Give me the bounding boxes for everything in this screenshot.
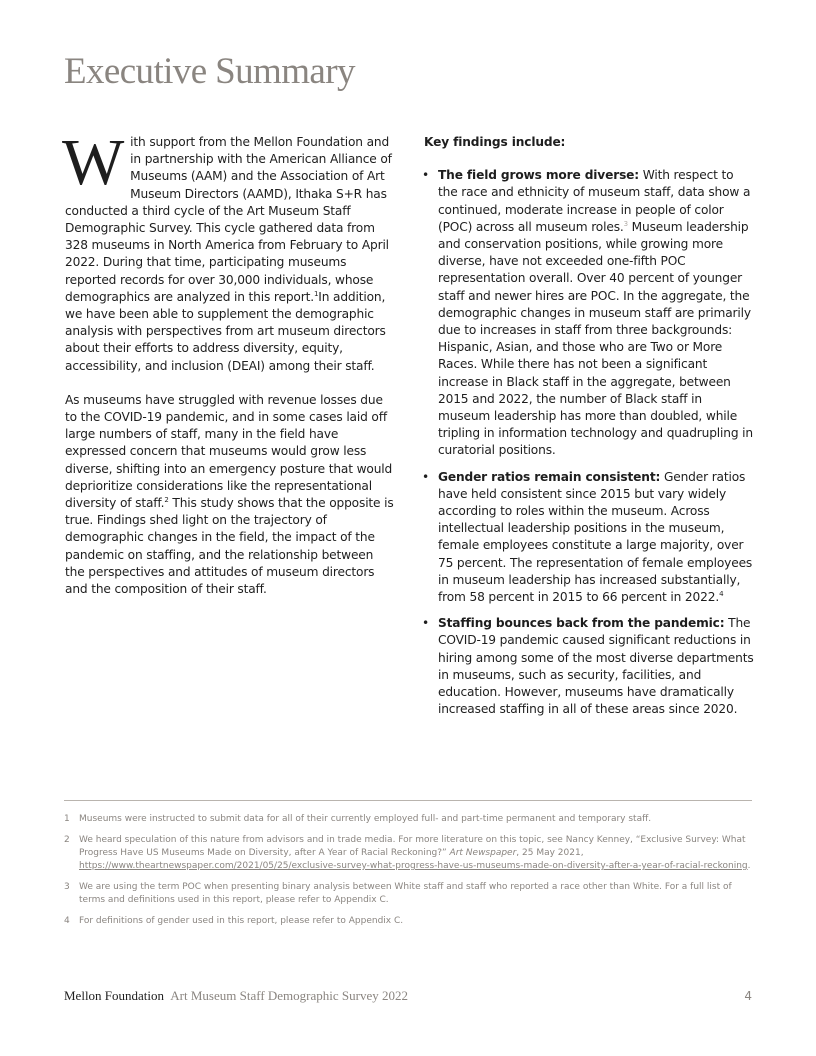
footnotes [64, 813, 754, 936]
finding-text: With respect to the race and ethnicity of museum staff, data show a continued, moderate increase in people of color (POC) across all museum roles. [438, 168, 751, 234]
footnote-text-part: We heard speculation of this nature from advisors and in trade media. For more literature on this topic, see Nancy Kenney, “Exclusive Survey: What Progress Have US Museums Made on Diversity, after A Year of Racial Reckoning?” [79, 835, 746, 858]
footnote-text: We are using the term POC when presenting binary analysis between White staff and staff who reported a race other than White. For a full list of terms and definitions used in this report, please refer to Appendix C. [79, 882, 732, 905]
footnote-number: 2 [64, 835, 70, 845]
intro-text-2a: As museums have struggled with revenue losses due to the COVID-19 pandemic, and in some cases laid off large numbers of staff, many in the field have expressed concern that museums would grow less diverse, shifting into an emergency posture that would deprioritize considerations like the representational diversity of staff. [65, 392, 393, 511]
bullet-icon: • [422, 469, 430, 484]
page-title: Executive Summary [64, 51, 355, 92]
finding-lead: Staffing bounces back from the pandemic: [438, 616, 725, 631]
page-number: 4 [744, 989, 752, 1003]
footnote-text-part: , 25 May 2021, [516, 848, 584, 858]
footnote-2 [64, 834, 754, 873]
intro-paragraph-2 [65, 392, 396, 598]
finding-item [424, 167, 756, 459]
footnote-text-part: . [747, 861, 751, 871]
finding-text: The COVID-19 pandemic caused significant reductions in hiring among some of the most diverse departments in museums, such as security, facilities, and education. However, museums have dramatically increased staffing in all of these areas since 2020. [438, 616, 754, 717]
finding-text: Gender ratios have held consistent since 2015 but vary widely according to roles within the museum. Across intellectual leadership positions in the museum, female employees constitute a large majority, over 75 percent. The representation of female employees in museum leadership has increased substantially, from 58 percent in 2015 to 66 percent in 2022. [438, 469, 753, 605]
finding-item [424, 469, 756, 607]
footer-org: Mellon Foundation [64, 988, 165, 1003]
footnote-number: 4 [64, 916, 70, 926]
finding-item [424, 615, 756, 718]
footnote-number: 3 [64, 882, 70, 892]
footnote-1 [64, 813, 754, 826]
footnote-text: Museums were instructed to submit data for all of their currently employed full- and part-time permanent and temporary staff. [79, 814, 652, 824]
footnote-number: 1 [64, 814, 70, 824]
page-footer [64, 988, 408, 1004]
finding-text-cont: Museum leadership and conservation positions, while growing more diverse, have not exceeded one-fifth POC representation overall. Over 40 percent of younger staff and newer hires are POC. In the aggregate, the demographic changes in museum staff are primarily due to increases in staff from three backgrounds: Hispanic, Asian, and those who are Two or More Races. While there has not been a significant increase in Black staff in the aggregate, between 2015 and 2022, the number of Black staff in museum leadership has more than doubled, while tripling in information technology and quadrupling in curatorial positions. [438, 219, 753, 458]
footnote-4 [64, 915, 754, 928]
footnote-source-title: Art Newspaper [449, 848, 517, 858]
finding-lead: Gender ratios remain consistent: [438, 469, 661, 484]
intro-text-2b: This study shows that the opposite is true. Findings shed light on the trajectory of demographic changes in the field, the impact of the pandemic on staffing, and the relationship between the perspectives and attitudes of museum directors and the composition of their staff. [65, 496, 394, 597]
footnote-ref-1[interactable]: 1 [313, 289, 319, 298]
footnote-ref-2[interactable]: 2 [164, 496, 169, 504]
drop-cap: W [62, 126, 125, 199]
intro-column [62, 126, 396, 615]
bullet-icon: • [422, 616, 430, 631]
intro-text-1a: ith support from the Mellon Foundation and in partnership with the American Alliance of Museums (AAM) and the Association of Art Museum Directors (AAMD), Ithaka S+R has conducted a third cycle of the Art Museum Staff Demographic Survey. This cycle gathered data from 328 museums in North America from February to April 2022. During that time, participating museums reported records for over 30,000 individuals, whose demographics are analyzed in this report. [65, 135, 392, 304]
footnote-divider [64, 800, 752, 801]
footnote-ref-3[interactable]: 3 [623, 219, 628, 228]
bullet-icon: • [422, 168, 430, 183]
intro-text-1b: In addition, we have been able to supplement the demographic analysis with perspectives from art museum directors about their efforts to address diversity, equity, accessibility, and inclusion (DEAI) among their staff. [65, 289, 386, 373]
intro-paragraph-1 [62, 126, 396, 375]
footnote-3 [64, 881, 754, 907]
finding-lead: The field grows more diverse: [438, 168, 640, 183]
footnote-link[interactable]: https://www.theartnewspaper.com/2021/05/25/exclusive-survey-what-progress-have-us-museums-made-on-diversity-after-a-year-of-racial-reckoning [79, 861, 748, 871]
footer-publication: Art Museum Staff Demographic Survey 2022 [170, 988, 408, 1003]
key-findings-list [424, 167, 756, 718]
footnote-text: For definitions of gender used in this report, please refer to Appendix C. [79, 916, 404, 926]
footnote-text [79, 834, 754, 873]
footnote-ref-4[interactable]: 4 [719, 590, 724, 599]
key-findings-column [424, 134, 756, 728]
key-findings-heading: Key findings include: [424, 135, 566, 149]
